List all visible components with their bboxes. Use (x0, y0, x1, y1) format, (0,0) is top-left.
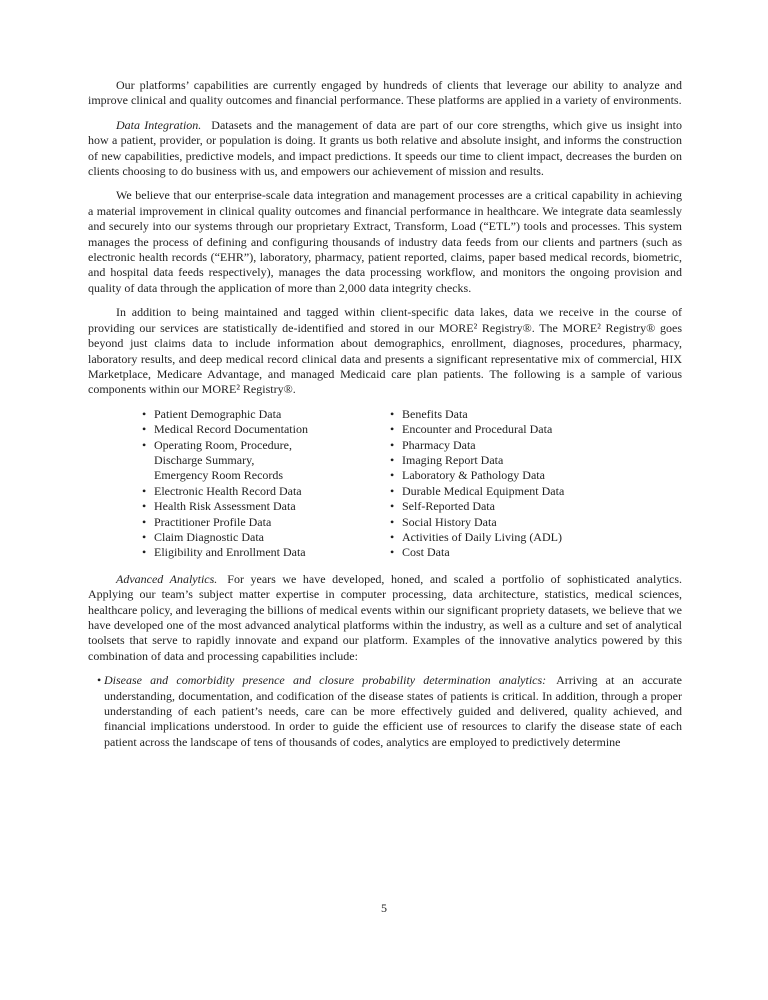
list-item: • Pharmacy Data (390, 438, 564, 453)
list-item: • Social History Data (390, 515, 564, 530)
data-integration-text: Datasets and the management of data are part of our core strengths, which give us insight into how a patient, provider, or population is doing. It grants us both relative and absolute insight, and informs the construction of new capabilities, predictive models, and impact predictions. It speeds our time to client impact, decreases the burden on clients choosing to do business with us, and empowers our achievement of mission and results. (88, 117, 682, 179)
list-item: • Health Risk Assessment Data (142, 499, 390, 514)
advanced-analytics-text: For years we have developed, honed, and scaled a portfolio of sophisticated analytics. Applying our team’s subject matter expertise in computer processing, data architecture, statistics, medical sciences, healthcare policy, and leveraging the billions of medical events within our significant propriety datasets, we believe that we have developed one of the most advanced analytical platforms within the industry, as well as a culture and set of analytical toolsets that serve to rapidly innovate and expand our platform. Examples of the innovative analytics powered by this combination of data and processing capabilities include: (88, 571, 683, 663)
analytics-bullet-lead: Disease and comorbidity presence and closure probability determination analytics: (104, 673, 547, 688)
list-item: • Encounter and Procedural Data (390, 422, 564, 437)
data-integration-heading: Data Integration. (116, 117, 202, 132)
page-number: 5 (381, 901, 387, 915)
list-item: • Claim Diagnostic Data (142, 530, 390, 545)
list-item: • Operating Room, Procedure, Discharge Summary, Emergency Room Records (142, 438, 390, 484)
list-item: • Imaging Report Data (390, 453, 564, 468)
list-item: • Activities of Daily Living (ADL) (390, 530, 564, 545)
paragraph-more2-registry: In addition to being maintained and tagged within client-specific data lakes, data we receive in the course of providing our services are statistically de-identified and stored in our MORE² Registry®. The MORE² Registry® goes beyond just claims data to include information about demographics, enrollment, diagnoses, procedures, pharmacy, laboratory results, and deep medical record clinical data and presents a significant representative mix of commercial, HIX Marketplace, Medicare Advantage, and managed Medicaid care plan patients. The following is a sample of various components within our MORE² Registry®. (88, 305, 682, 397)
document-body (88, 78, 682, 759)
registry-components-right-column (390, 407, 564, 561)
list-item: • Medical Record Documentation (142, 422, 390, 437)
list-item: • Electronic Health Record Data (142, 484, 390, 499)
analytics-bullet-text: Arriving at an accurate understanding, documentation, and codification of the disease states of patients is critical. In addition, through a proper understanding of each patient’s needs, care can be more effectively guided and delivered, quality achieved, and financial implications understood. In order to guide the efficient use of resources to clarify the disease state of each patient across the landscape of tens of thousands of codes, analytics are employed to predictively determine (104, 673, 682, 749)
paragraph-platforms: Our platforms’ capabilities are currently engaged by hundreds of clients that leverage our ability to analyze and improve clinical and quality outcomes and financial performance. These platforms are applied in a variety of environments. (88, 78, 682, 108)
advanced-analytics-heading: Advanced Analytics. (116, 571, 218, 586)
list-item: • Patient Demographic Data (142, 407, 390, 422)
list-item: • Practitioner Profile Data (142, 515, 390, 530)
registry-components-left-column (142, 407, 390, 561)
list-item: • Durable Medical Equipment Data (390, 484, 564, 499)
paragraph-data-integration (88, 118, 682, 180)
list-item: • Benefits Data (390, 407, 564, 422)
paragraph-advanced-analytics (88, 572, 682, 664)
list-item: • Self-Reported Data (390, 499, 564, 514)
analytics-bullet-item (88, 673, 682, 750)
list-item: • Laboratory & Pathology Data (390, 468, 564, 483)
registry-components-list (88, 407, 682, 561)
list-item: • Eligibility and Enrollment Data (142, 545, 390, 560)
list-item: • Cost Data (390, 545, 564, 560)
paragraph-etl: We believe that our enterprise-scale data integration and management processes are a critical capability in achieving a material improvement in clinical quality outcomes and financial performance in healthcare. We integrate data seamlessly and securely into our systems through our proprietary Extract, Transform, Load (“ETL”) tools and processes. This system manages the process of defining and configuring thousands of industry data feeds from our clients and partners (such as electronic health records (“EHR”), laboratory, pharmacy, patient reported, claims, paper based medical records, biometric, and hospital data feeds respectively), manages the data processing workflow, and monitors the ongoing provision and quality of data through the application of more than 2,000 data integrity checks. (88, 188, 682, 295)
